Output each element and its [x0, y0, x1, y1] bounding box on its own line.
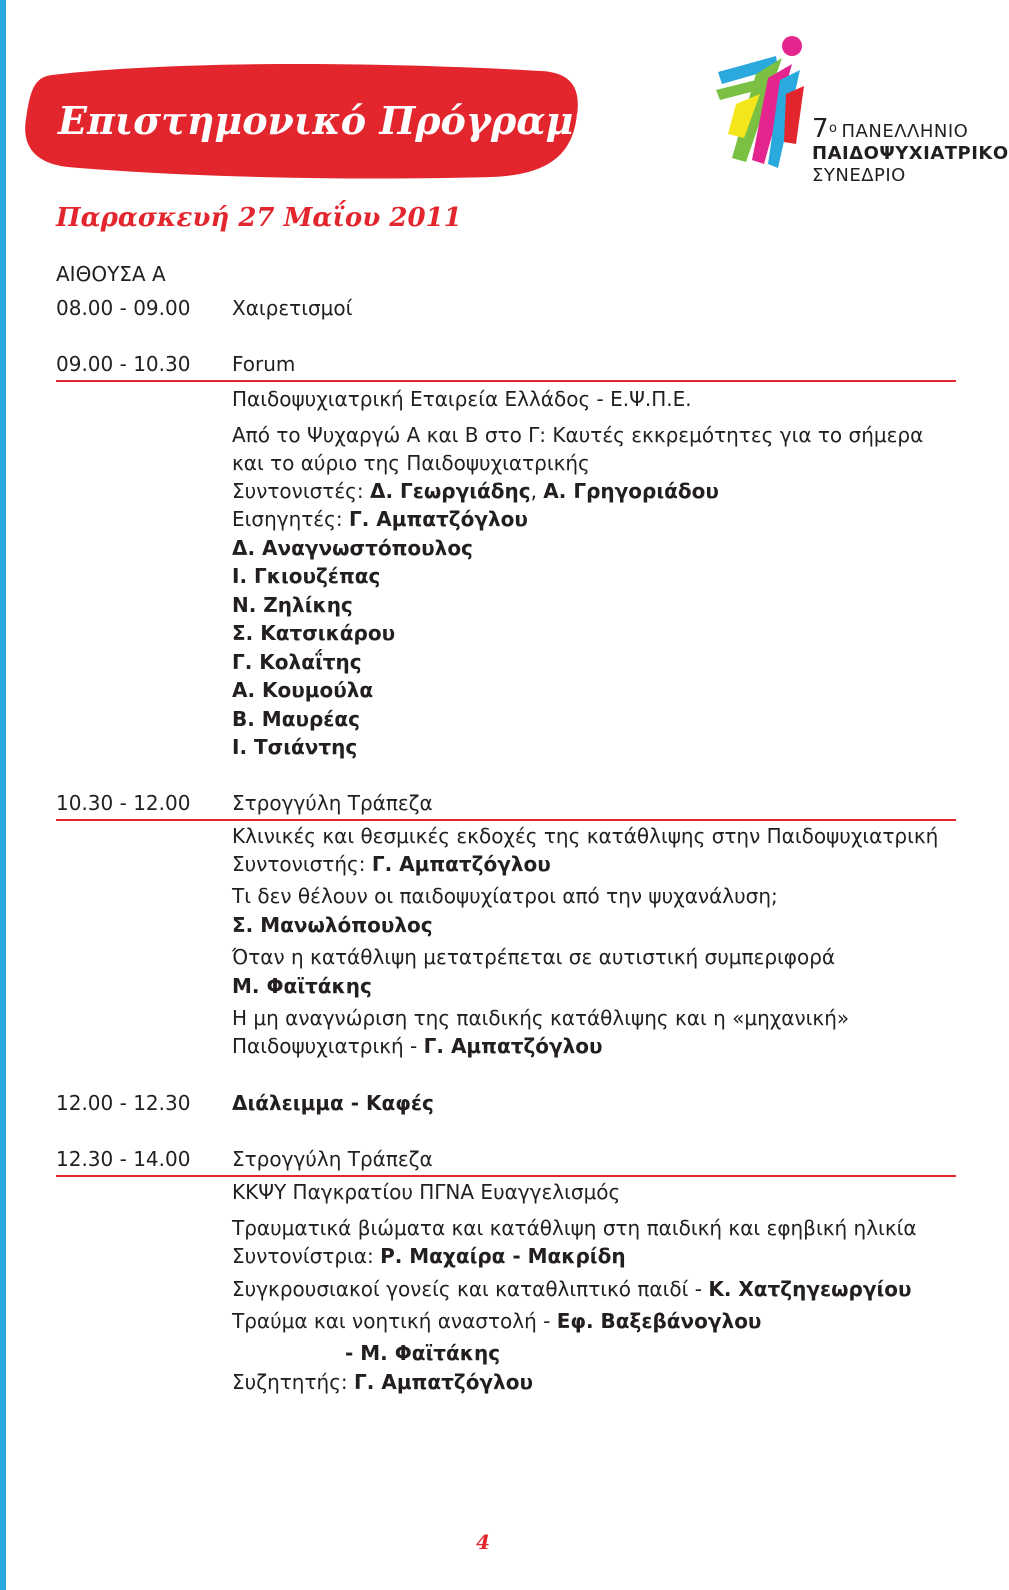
- session-divider: [56, 1175, 956, 1177]
- logo-number: 7: [812, 114, 830, 144]
- coordinator-line: [232, 852, 551, 876]
- session-divider: [56, 819, 956, 821]
- session-organizer: Παιδοψυχιατρική Εταιρεία Ελλάδος - Ε.Ψ.Π.Ε.: [232, 387, 692, 411]
- session-time: 10.30 - 12.00: [56, 791, 191, 815]
- speakers-label: Εισηγητές:: [232, 507, 343, 531]
- session-topic: και το αύριο της Παιδοψυχιατρικής: [232, 451, 590, 475]
- coordinator-label: Συντονιστής:: [232, 852, 366, 876]
- coordinator-name: Δ. Γεωργιάδης: [369, 479, 531, 503]
- congress-logo-icon: [716, 34, 806, 170]
- speaker-name: Γ. Αμπατζόγλου: [348, 507, 528, 531]
- talk-title: Συγκρουσιακοί γονείς και καταθλιπτικό παιδί -: [232, 1277, 709, 1301]
- speaker-name: Ν. Ζηλίκης: [232, 593, 353, 617]
- talk-speaker: Κ. Χατζηγεωργίου: [708, 1277, 912, 1301]
- coordinators-label: Συντονιστές:: [232, 479, 364, 503]
- talk-title: Τι δεν θέλουν οι παιδοψυχίατροι από την ψυχανάλυση;: [232, 884, 778, 908]
- congress-logo-text: [812, 114, 1009, 187]
- speaker-name: Α. Κουμούλα: [232, 678, 374, 702]
- logo-line2: ΠΑΙΔΟΨΥΧΙΑΤΡΙΚΟ: [812, 143, 1009, 164]
- room-heading: ΑΙΘΟΥΣΑ Α: [56, 262, 166, 286]
- session-time: 12.00 - 12.30: [56, 1091, 191, 1115]
- session-topic: Τραυματικά βιώματα και κατάθλιψη στη παιδική και εφηβική ηλικία: [232, 1216, 917, 1240]
- page-title: Επιστημονικό Πρόγραμμα: [58, 98, 631, 143]
- talk-speaker: Γ. Αμπατζόγλου: [423, 1034, 603, 1058]
- session-time: 09.00 - 10.30: [56, 352, 191, 376]
- logo-superscript: ο: [829, 121, 838, 136]
- talk-line: [232, 1277, 911, 1301]
- discussant-name: Γ. Αμπατζόγλου: [354, 1370, 533, 1394]
- program-date: Παρασκευή 27 Μαΐου 2011: [56, 203, 462, 233]
- speaker-name: Ι. Τσιάντης: [232, 735, 358, 759]
- logo-line1: ΠΑΝΕΛΛΗΝΙΟ: [841, 121, 969, 142]
- speaker-name: Ι. Γκιουζέπας: [232, 564, 381, 588]
- discussant-line: [232, 1370, 533, 1394]
- coordinators-separator: ,: [530, 479, 544, 503]
- talk-speaker: Εφ. Βαξεβάνογλου: [556, 1309, 762, 1333]
- talk-title: Η μη αναγνώριση της παιδικής κατάθλιψης και η «μηχανική»: [232, 1006, 850, 1030]
- page-number: 4: [476, 1530, 490, 1554]
- logo-line3: ΣΥΝΕΔΡΙΟ: [812, 165, 906, 186]
- coordinators-line: [232, 479, 719, 503]
- discussant-label: Συζητητής:: [232, 1370, 348, 1394]
- speakers-line: [232, 507, 528, 531]
- talk-title: Τραύμα και νοητική αναστολή -: [232, 1309, 557, 1333]
- talk-speaker: Σ. Μανωλόπουλος: [232, 913, 433, 937]
- talk-speaker: - Μ. Φαϊτάκης: [345, 1341, 501, 1365]
- speaker-name: Σ. Κατσικάρου: [232, 621, 396, 645]
- session-divider: [56, 380, 956, 382]
- talk-title: Παιδοψυχιατρική -: [232, 1034, 424, 1058]
- talk-title-cont: [232, 1034, 603, 1058]
- session-time: 08.00 - 09.00: [56, 296, 191, 320]
- talk-line: [232, 1309, 761, 1333]
- coordinator-name: Α. Γρηγοριάδου: [543, 479, 719, 503]
- session-topic: Κλινικές και θεσμικές εκδοχές της κατάθλιψης στην Παιδοψυχιατρική: [232, 824, 939, 848]
- session-title: Χαιρετισμοί: [232, 296, 353, 320]
- coordinator-line: [232, 1244, 626, 1268]
- speaker-name: Β. Μαυρέας: [232, 707, 360, 731]
- left-accent-bar: [0, 0, 6, 1590]
- session-topic: Από το Ψυχαργώ Α και Β στο Γ: Καυτές εκκρεμότητες για το σήμερα: [232, 423, 924, 447]
- session-organizer: ΚΚΨΥ Παγκρατίου ΠΓΝΑ Ευαγγελισμός: [232, 1180, 621, 1204]
- speaker-name: Δ. Αναγνωστόπουλος: [232, 536, 473, 560]
- talk-speaker: Μ. Φαϊτάκης: [232, 974, 372, 998]
- session-title: Forum: [232, 352, 296, 376]
- session-title: Στρογγύλη Τράπεζα: [232, 791, 433, 815]
- speaker-name: Γ. Κολαΐτης: [232, 650, 362, 674]
- session-time: 12.30 - 14.00: [56, 1147, 191, 1171]
- talk-title: Όταν η κατάθλιψη μετατρέπεται σε αυτιστική συμπεριφορά: [232, 945, 836, 969]
- coordinator-name: Ρ. Μαχαίρα - Μακρίδη: [380, 1244, 626, 1268]
- coordinator-label: Συντονίστρια:: [232, 1244, 374, 1268]
- session-title: Διάλειμμα - Καφές: [232, 1091, 434, 1115]
- coordinator-name: Γ. Αμπατζόγλου: [371, 852, 551, 876]
- session-title: Στρογγύλη Τράπεζα: [232, 1147, 433, 1171]
